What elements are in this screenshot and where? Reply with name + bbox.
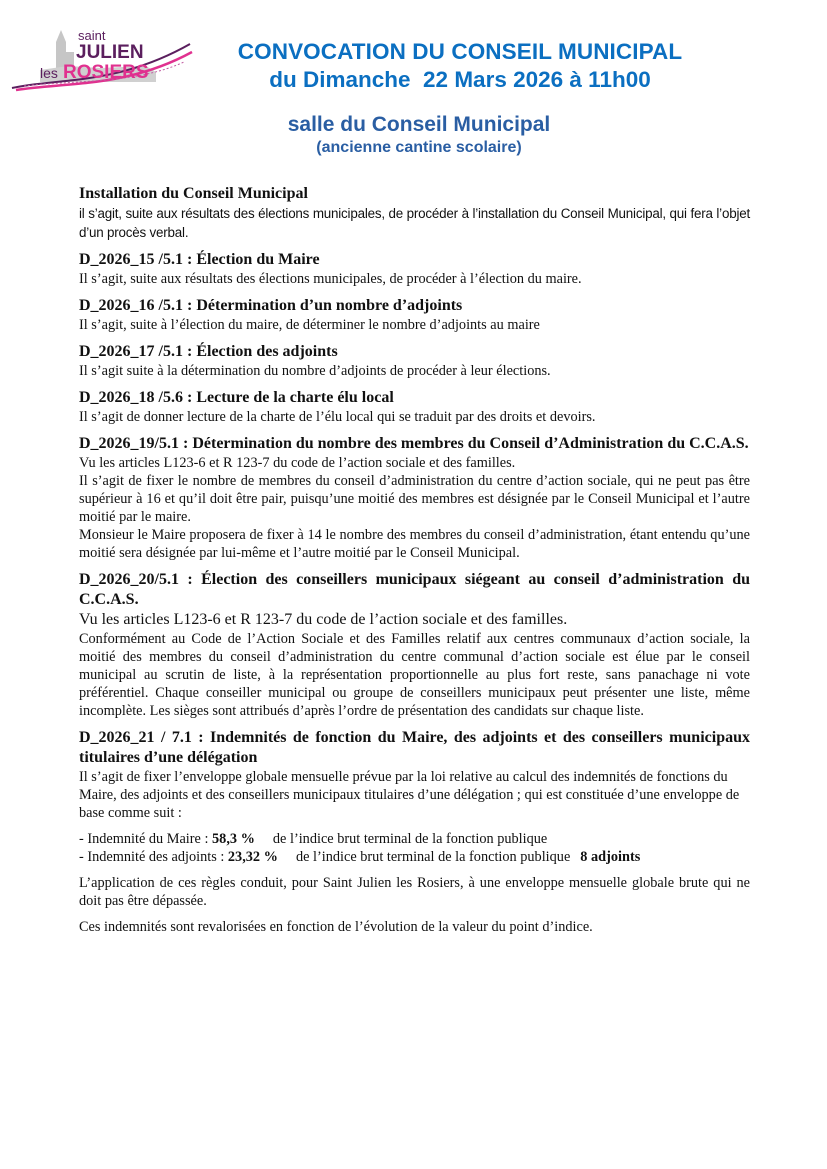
venue-name: salle du Conseil Municipal	[287, 113, 551, 136]
agenda-text: Conformément au Code de l’Action Sociale et des Familles relatif aux centres communaux d’action sociale, la moitié des membres du conseil d’administration du centre communal d’action sociale est élue par le conseil municipal au scrutin de liste, à la représentation proportionnelle au plus fort reste, sans panachage ni vote préférentiel. Chaque conseiller municipal ou groupe de conseillers municipaux peut présenter une liste, même incomplète. Les sièges sont attribués d’après l’ordre de présentation des candidats sur chaque liste.	[79, 631, 750, 719]
deputies-count: 8 adjoints	[580, 849, 641, 865]
agenda-text: Il s’agit de fixer le nombre de membres du conseil d’administration du centre d’action sociale, qui ne peut pas être supérieur à 16 et qu’il doit être pair, puisqu’une moitié des membres est désignée par le Conseil Municipal et l’autre moitié par le maire.	[79, 473, 750, 525]
agenda-heading: D_2026_19/5.1 : Détermination du nombre des membres du Conseil d’Administration du C.C.A.S.	[79, 435, 749, 452]
agenda-item-d2026-15	[79, 250, 750, 288]
agenda-item-d2026-20	[79, 570, 750, 720]
agenda-item-installation	[79, 184, 750, 242]
agenda-text: Monsieur le Maire proposera de fixer à 14 le nombre des membres du conseil d’administration, étant entendu qu’une moitié sera désignée par lui-même et l’autre moitié par le Conseil Municipal.	[79, 527, 750, 561]
agenda-text: Il s’agit, suite aux résultats des élections municipales, de procéder à l’élection du maire.	[79, 271, 582, 287]
agenda-heading: Installation du Conseil Municipal	[79, 185, 308, 202]
agenda-text: L’application de ces règles conduit, pour Saint Julien les Rosiers, à une enveloppe mensuelle globale brute qui ne doit pas être dépassée.	[79, 875, 750, 909]
svg-text:saint: saint	[78, 28, 106, 43]
agenda-item-d2026-17	[79, 342, 750, 380]
indemnity-rate: 58,3 %	[212, 831, 255, 847]
agenda	[79, 184, 750, 944]
indemnity-label: - Indemnité du Maire :	[79, 831, 213, 847]
indemnity-text: de l’indice brut terminal de la fonction publique	[295, 849, 571, 865]
agenda-text: Vu les articles L123-6 et R 123-7 du code de l’action sociale et des familles.	[79, 611, 568, 628]
indemnity-deputies	[79, 848, 750, 866]
agenda-text: il s’agit, suite aux résultats des élections municipales, de procéder à l’installation du Conseil Municipal, qui fera l’objet d’un procès verbal.	[79, 206, 750, 240]
agenda-text: Ces indemnités sont revalorisées en fonction de l’évolution de la valeur du point d’indice.	[79, 919, 593, 935]
venue	[190, 112, 648, 158]
meeting-date: du Dimanche 22 Mars 2026 à 11h00	[269, 67, 651, 92]
agenda-text: Il s’agit de donner lecture de la charte de l’élu local qui se traduit par des droits et devoirs.	[79, 409, 596, 425]
agenda-text: Il s’agit de fixer l’enveloppe globale mensuelle prévue par la loi relative au calcul des indemnités de fonctions du Maire, des adjoints et des conseillers municipaux titulaires d’une délégation ; qui est constituée d’une enveloppe de base comme suit :	[79, 769, 740, 821]
agenda-text: Il s’agit, suite à l’élection du maire, de déterminer le nombre d’adjoints au maire	[79, 317, 540, 333]
town-logo-graphic	[6, 22, 196, 92]
agenda-text: Il s’agit suite à la détermination du nombre d’adjoints de procéder à leur élections.	[79, 363, 551, 379]
convocation-header	[190, 38, 730, 94]
agenda-item-d2026-21	[79, 728, 750, 936]
agenda-item-d2026-18	[79, 388, 750, 426]
svg-text:les: les	[40, 65, 58, 81]
svg-text:ROSIERS: ROSIERS	[63, 62, 149, 83]
indemnity-rate: 23,32 %	[227, 849, 278, 865]
agenda-heading: D_2026_17 /5.1 : Élection des adjoints	[79, 343, 338, 360]
town-logo	[6, 22, 196, 92]
indemnity-mayor	[79, 830, 750, 848]
agenda-item-d2026-16	[79, 296, 750, 334]
agenda-item-d2026-19	[79, 434, 750, 562]
indemnity-text: de l’indice brut terminal de la fonction publique	[272, 831, 548, 847]
agenda-heading: D_2026_21 / 7.1 : Indemnités de fonction du Maire, des adjoints et des conseillers municipaux titulaires d’une délégation	[79, 729, 750, 766]
agenda-text: Vu les articles L123-6 et R 123-7 du code de l’action sociale et des familles.	[79, 455, 516, 471]
agenda-heading: D_2026_16 /5.1 : Détermination d’un nombre d’adjoints	[79, 297, 463, 314]
agenda-heading: D_2026_15 /5.1 : Élection du Maire	[79, 251, 320, 268]
indemnity-label: - Indemnité des adjoints :	[79, 849, 228, 865]
agenda-heading: D_2026_18 /5.6 : Lecture de la charte élu local	[79, 389, 394, 406]
page-title: CONVOCATION DU CONSEIL MUNICIPAL	[237, 39, 683, 64]
venue-note: (ancienne cantine scolaire)	[316, 139, 522, 156]
agenda-heading: D_2026_20/5.1 : Élection des conseillers municipaux siégeant au conseil d’administration du C.C.A.S.	[79, 571, 750, 608]
svg-text:JULIEN: JULIEN	[76, 42, 144, 63]
